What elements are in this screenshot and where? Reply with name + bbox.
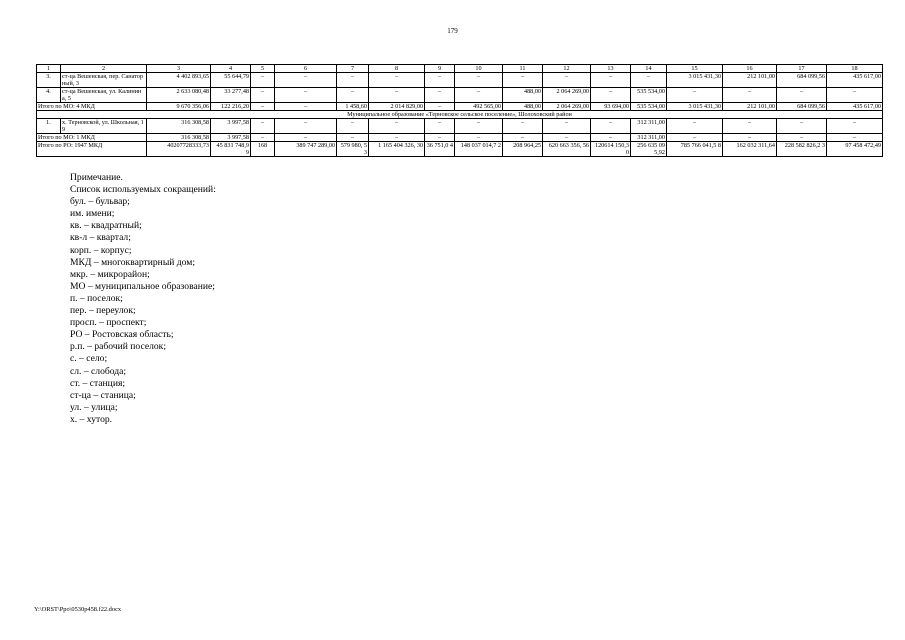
table-cell: – xyxy=(591,119,631,134)
table-cell: 316 308,58 xyxy=(147,119,211,134)
abbreviation-line: им. имени; xyxy=(70,208,115,220)
table-cell: – xyxy=(503,134,543,142)
column-number: 14 xyxy=(631,65,667,73)
table-cell: – xyxy=(667,134,723,142)
notes-title: Примечание. xyxy=(70,172,123,183)
column-number: 10 xyxy=(455,65,503,73)
abbreviation-line: ул. – улица; xyxy=(70,401,118,413)
table-cell: – xyxy=(369,134,425,142)
table-cell: – xyxy=(425,103,455,111)
table-cell: – xyxy=(827,88,883,103)
total-row xyxy=(37,134,883,142)
table-cell: 93 694,00 xyxy=(591,103,631,111)
houses-table xyxy=(36,64,883,157)
abbreviation-line: р.п. – рабочий поселок; xyxy=(70,341,167,353)
table-cell: – xyxy=(275,103,337,111)
table-cell: 4. xyxy=(37,88,61,103)
abbreviation-line: пер. – переулок; xyxy=(70,305,136,317)
table-cell: 312 311,00 xyxy=(631,119,667,134)
abbreviation-line: МО – муниципальное образование; xyxy=(70,280,215,292)
abbreviation-line: РО – Ростовская область; xyxy=(70,329,174,341)
table-cell: 228 582 826,2 3 xyxy=(777,142,827,157)
address-cell: ст-ца Вешенская, пер. Санаторный, 3 xyxy=(61,73,147,88)
table-cell: – xyxy=(723,88,777,103)
abbreviation-line: корп. – корпус; xyxy=(70,244,132,256)
table-cell: 492 565,00 xyxy=(455,103,503,111)
table-row xyxy=(37,73,883,88)
table-cell: 488,00 xyxy=(503,88,543,103)
table-cell: 3. xyxy=(37,73,61,88)
table-cell: 684 099,56 xyxy=(777,103,827,111)
column-number: 2 xyxy=(61,65,147,73)
table-cell: – xyxy=(251,88,275,103)
abbreviation-line: ст-ца – станица; xyxy=(70,389,136,401)
table-cell: – xyxy=(337,119,369,134)
column-number: 1 xyxy=(37,65,61,73)
table-cell: 36 751,0 4 xyxy=(425,142,455,157)
table-cell: 535 534,00 xyxy=(631,103,667,111)
column-number: 8 xyxy=(369,65,425,73)
table-cell: – xyxy=(591,88,631,103)
column-number: 3 xyxy=(147,65,211,73)
table-cell: 1 165 404 326, 30 xyxy=(369,142,425,157)
table-cell: – xyxy=(425,73,455,88)
table-cell: – xyxy=(667,88,723,103)
table-cell: – xyxy=(425,119,455,134)
column-number: 15 xyxy=(667,65,723,73)
table-cell: – xyxy=(631,73,667,88)
table-cell: – xyxy=(827,119,883,134)
table-cell: – xyxy=(455,134,503,142)
section-title: Муниципальное образование «Терновское сельское поселение», Шолоховский район xyxy=(37,111,883,119)
table-cell: – xyxy=(827,134,883,142)
table-cell: 40207728333,73 xyxy=(147,142,211,157)
table-cell: – xyxy=(503,119,543,134)
table-cell: 212 101,00 xyxy=(723,73,777,88)
abbreviation-line: просп. – проспект; xyxy=(70,317,147,329)
table-cell: – xyxy=(337,73,369,88)
abbreviation-line: с. – село; xyxy=(70,353,108,365)
table-cell: – xyxy=(369,88,425,103)
table-cell: 168 xyxy=(251,142,275,157)
table-cell: 435 617,00 xyxy=(827,103,883,111)
column-number: 9 xyxy=(425,65,455,73)
table-cell: 2 633 080,48 xyxy=(147,88,211,103)
column-number: 6 xyxy=(275,65,337,73)
table-cell: 684 099,56 xyxy=(777,73,827,88)
section-row xyxy=(37,111,883,119)
address-cell: ст-ца Вешенская, ул. Калинина, 5 xyxy=(61,88,147,103)
table-cell: – xyxy=(425,134,455,142)
table-cell: – xyxy=(777,119,827,134)
table-cell: 33 277,48 xyxy=(211,88,251,103)
table-cell: – xyxy=(275,73,337,88)
table-cell: 389 747 289,00 xyxy=(275,142,337,157)
table-cell: 4 402 893,65 xyxy=(147,73,211,88)
table-cell: – xyxy=(275,119,337,134)
column-number: 17 xyxy=(777,65,827,73)
table-cell: 256 635 09 5,92 xyxy=(631,142,667,157)
table-cell: – xyxy=(369,119,425,134)
table-cell: – xyxy=(455,88,503,103)
table-cell: – xyxy=(425,88,455,103)
column-number: 16 xyxy=(723,65,777,73)
table-cell: – xyxy=(369,73,425,88)
table-cell: 55 644,79 xyxy=(211,73,251,88)
table-cell: – xyxy=(455,73,503,88)
table-cell: 3 015 431,30 xyxy=(667,103,723,111)
total-label: Итого по МО: 1 МКД xyxy=(37,134,147,142)
table-header-row xyxy=(37,65,883,73)
table-cell: 9 670 356,06 xyxy=(147,103,211,111)
total-row xyxy=(37,142,883,157)
abbreviation-line: Список используемых сокращений: xyxy=(70,184,216,196)
column-number: 4 xyxy=(211,65,251,73)
footer-file-path: Y:\ORST\Ppo\0530p458.f22.docx xyxy=(34,606,122,613)
table-cell: – xyxy=(455,119,503,134)
column-number: 7 xyxy=(337,65,369,73)
table-cell: 162 032 311,64 xyxy=(723,142,777,157)
table-cell: 579 980, 53 xyxy=(337,142,369,157)
column-number: 5 xyxy=(251,65,275,73)
table-cell: 535 534,00 xyxy=(631,88,667,103)
table-cell: 120614 150,3 0 xyxy=(591,142,631,157)
table-cell: 2 014 829,00 xyxy=(369,103,425,111)
total-row xyxy=(37,103,883,111)
table-cell: 488,00 xyxy=(503,103,543,111)
table-cell: – xyxy=(503,73,543,88)
table-cell: 2 064 269,00 xyxy=(543,103,591,111)
table-cell: 435 617,00 xyxy=(827,73,883,88)
table-cell: 208 964,25 xyxy=(503,142,543,157)
abbreviation-line: бул. – бульвар; xyxy=(70,196,130,208)
table-cell: 3 997,58 xyxy=(211,119,251,134)
abbreviation-line: МКД – многоквартирный дом; xyxy=(70,256,196,268)
abbreviation-line: мкр. – микрорайон; xyxy=(70,268,150,280)
table-cell: – xyxy=(543,134,591,142)
address-cell: х. Терновской, ул. Школьная, 19 xyxy=(61,119,147,134)
table-cell: – xyxy=(251,119,275,134)
table-cell: – xyxy=(337,88,369,103)
table-cell: – xyxy=(667,119,723,134)
table-cell: 316 308,58 xyxy=(147,134,211,142)
table-cell: – xyxy=(251,103,275,111)
abbreviation-line: кв. – квадратный; xyxy=(70,220,142,232)
table-row xyxy=(37,119,883,134)
table-cell: 148 037 014,7 2 xyxy=(455,142,503,157)
table-cell: – xyxy=(275,134,337,142)
table-cell: – xyxy=(777,134,827,142)
table-cell: 3 015 431,30 xyxy=(667,73,723,88)
abbreviation-line: сл. – слобода; xyxy=(70,365,127,377)
abbreviation-line: ст. – станция; xyxy=(70,377,126,389)
abbreviation-line: п. – поселок; xyxy=(70,292,123,304)
table-cell: – xyxy=(275,88,337,103)
table-cell: – xyxy=(591,134,631,142)
column-number: 11 xyxy=(503,65,543,73)
table-cell: – xyxy=(543,73,591,88)
table-cell: 1. xyxy=(37,119,61,134)
table-cell: – xyxy=(723,119,777,134)
abbreviation-line: х. – хутор. xyxy=(70,413,113,425)
table-cell: – xyxy=(251,134,275,142)
table-cell: 785 766 041,5 8 xyxy=(667,142,723,157)
table-cell: 45 831 748,9 9 xyxy=(211,142,251,157)
table-cell: – xyxy=(337,134,369,142)
table-cell: 620 663 356, 56 xyxy=(543,142,591,157)
table-cell: 122 216,20 xyxy=(211,103,251,111)
total-label: Итого по МО: 4 МКД xyxy=(37,103,147,111)
page-number: 179 xyxy=(447,27,458,35)
table-cell: – xyxy=(251,73,275,88)
table-cell: – xyxy=(543,119,591,134)
table-cell: 212 101,00 xyxy=(723,103,777,111)
table-row xyxy=(37,88,883,103)
table-cell: 97 458 472,49 xyxy=(827,142,883,157)
table-cell: – xyxy=(723,134,777,142)
notes-block xyxy=(70,172,216,426)
table-cell: 1 458,60 xyxy=(337,103,369,111)
column-number: 18 xyxy=(827,65,883,73)
table-cell: 2 064 269,00 xyxy=(543,88,591,103)
total-label: Итого по РО: 1947 МКД xyxy=(37,142,147,157)
abbreviation-line: кв-л – квартал; xyxy=(70,232,131,244)
table-cell: – xyxy=(777,88,827,103)
table-cell: – xyxy=(591,73,631,88)
table-cell: 312 311,00 xyxy=(631,134,667,142)
column-number: 12 xyxy=(543,65,591,73)
table-cell: 3 997,58 xyxy=(211,134,251,142)
column-number: 13 xyxy=(591,65,631,73)
